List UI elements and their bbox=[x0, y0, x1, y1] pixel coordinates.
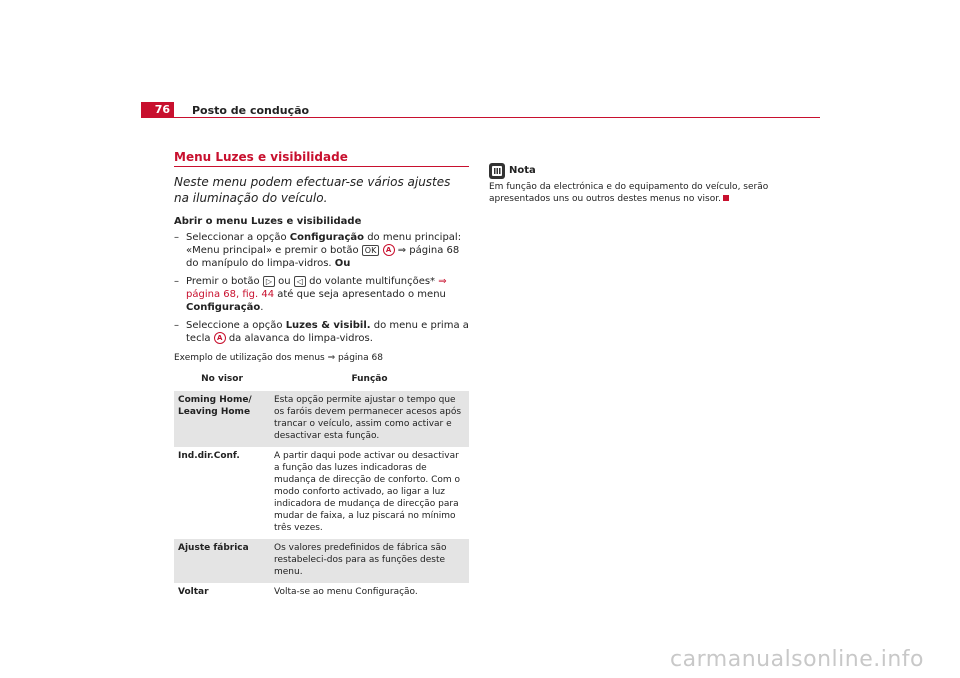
step-text: até que seja apresentado o menu bbox=[274, 289, 446, 300]
step-text: ⇒ página 68 do manípulo do limpa-vidros. bbox=[186, 245, 460, 269]
row-key: Ind.dir.Conf. bbox=[178, 451, 240, 461]
step-text: da alavanca do limpa-vidros. bbox=[225, 333, 373, 344]
step-text: do menu principal: «Menu principal» e premir o botão bbox=[186, 232, 462, 256]
row-key: Voltar bbox=[178, 587, 209, 597]
step-text: do volante multifunções* bbox=[305, 276, 439, 287]
step-1 bbox=[174, 231, 469, 270]
row-value: Os valores predefinidos de fábrica são restabeleci-dos para as funções deste menu. bbox=[270, 539, 469, 583]
row-value: A partir daqui pode activar ou desactivar a função das luzes indicadoras de mudança de direcção de conforto. Com o modo conforto activado, ao ligar a luz indicadora de mudança de direcção para mudar de faixa, a luz piscará no mínimo três vezes. bbox=[274, 451, 461, 533]
example-caption: Exemplo de utilização dos menus ⇒ página 68 bbox=[174, 353, 383, 363]
table-row bbox=[174, 539, 469, 583]
row-value: Volta-se ao menu Configuração. bbox=[274, 587, 418, 597]
note-icon bbox=[489, 163, 505, 179]
page-link[interactable]: ⇒ página 68, fig. 44 bbox=[186, 276, 447, 300]
note-body bbox=[489, 181, 779, 205]
step-text: Premir o botão bbox=[186, 276, 263, 287]
step-bold: Configuração bbox=[186, 302, 261, 313]
menu-table bbox=[174, 369, 469, 603]
col-header-funcao: Função bbox=[351, 374, 388, 384]
col-header-visor: No visor bbox=[201, 374, 243, 384]
step-bold: Ou bbox=[334, 258, 351, 269]
watermark: carmanualsonline.info bbox=[670, 647, 924, 672]
step-text: do menu e prima a tecla bbox=[186, 320, 469, 344]
page-number: 76 bbox=[141, 102, 174, 118]
table-row bbox=[174, 583, 469, 603]
note-header bbox=[489, 160, 779, 179]
prev-arrow-icon: ◁ bbox=[294, 276, 306, 287]
note-title: Nota bbox=[509, 165, 536, 176]
next-arrow-icon: ▷ bbox=[263, 276, 275, 287]
ok-key-icon: OK bbox=[362, 245, 380, 256]
section-rule bbox=[174, 166, 469, 167]
step-text: Seleccionar a opção bbox=[186, 232, 290, 243]
section-intro: Neste menu podem efectuar-se vários ajustes na iluminação do veículo. bbox=[174, 175, 451, 205]
table-row bbox=[174, 447, 469, 539]
note-text: Em função da electrónica e do equipamento do veículo, serão apresentados uns ou outros destes menus no visor. bbox=[489, 182, 769, 204]
step-2 bbox=[174, 275, 469, 314]
section-title: Menu Luzes e visibilidade bbox=[174, 150, 348, 164]
row-key: Ajuste fábrica bbox=[174, 539, 270, 583]
step-text: . bbox=[260, 302, 264, 313]
step-bold: Luzes & visibil. bbox=[285, 320, 371, 331]
end-mark-icon bbox=[723, 195, 729, 201]
main-column bbox=[174, 150, 469, 603]
row-value: Esta opção permite ajustar o tempo que os faróis devem permanecer acesos após trancar o veículo, assim como activar e desactivar esta função. bbox=[270, 391, 469, 447]
header-title: Posto de condução bbox=[192, 104, 310, 117]
step-text: ou bbox=[274, 276, 294, 287]
step-text: Seleccione a opção bbox=[186, 320, 286, 331]
note-column bbox=[489, 160, 779, 205]
row-key: Coming Home/ Leaving Home bbox=[174, 391, 270, 447]
subheading: Abrir o menu Luzes e visibilidade bbox=[174, 216, 362, 227]
a-key-icon: A bbox=[214, 332, 226, 344]
step-list bbox=[174, 231, 469, 345]
step-bold: Configuração bbox=[289, 232, 365, 243]
a-key-icon: A bbox=[383, 244, 395, 256]
header-rule bbox=[174, 117, 820, 118]
table-row bbox=[174, 391, 469, 447]
step-3 bbox=[174, 319, 469, 345]
